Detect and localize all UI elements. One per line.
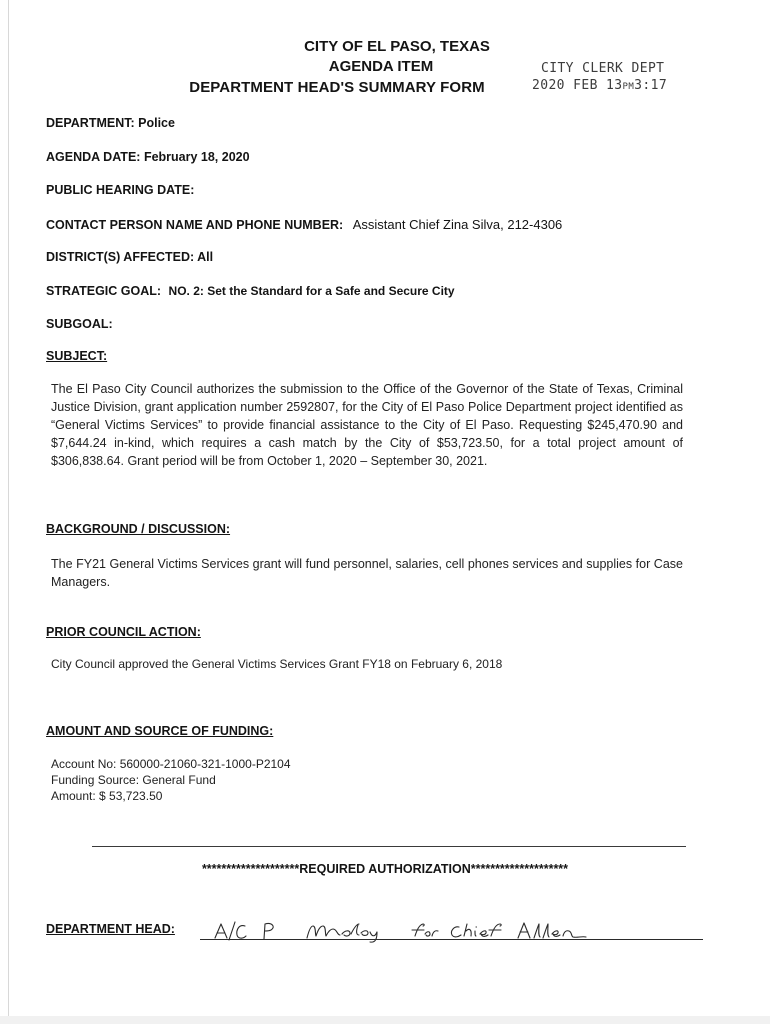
districts-value: All <box>197 250 214 264</box>
department-row <box>46 116 175 130</box>
prior-action-heading: PRIOR COUNCIL ACTION: <box>46 625 201 639</box>
funding-heading: AMOUNT AND SOURCE OF FUNDING: <box>46 724 274 738</box>
funding-source: Funding Source: General Fund <box>51 773 216 787</box>
strategic-goal-row <box>46 284 455 298</box>
funding-amount: Amount: $ 53,723.50 <box>51 789 163 803</box>
agenda-date-row <box>46 150 250 164</box>
public-hearing-label: PUBLIC HEARING DATE: <box>46 183 195 197</box>
contact-label: CONTACT PERSON NAME AND PHONE NUMBER: <box>46 218 344 232</box>
prior-action-text: City Council approved the General Victims Services Grant FY18 on February 6, 2018 <box>51 657 503 671</box>
clerk-stamp-time: 3:17 <box>634 78 668 93</box>
subject-text: The El Paso City Council authorizes the submission to the Office of the Governor of the State of Texas, Criminal Justice Division, grant application number 2592807, for the City of El Paso Police Department project identified as “General Victims Services” to provide financial assistance to the City of El Paso. Requesting $245,470.90 and $7,644.24 in-kind, which requires a cash match by the City of $53,723.50, for a total project amount of $306,838.64. Grant period will be from October 1, 2020 – September 30, 2021. <box>51 382 683 468</box>
districts-label: DISTRICT(S) AFFECTED: <box>46 250 195 264</box>
clerk-stamp-datetime <box>532 78 667 93</box>
background-heading: BACKGROUND / DISCUSSION: <box>46 522 231 536</box>
header-city: CITY OF EL PASO, TEXAS <box>304 38 490 55</box>
background-text: The FY21 General Victims Services grant will fund personnel, salaries, cell phones services and supplies for Case Managers. <box>51 557 683 589</box>
required-authorization-banner: ********************REQUIRED AUTHORIZATION******************** <box>201 862 569 876</box>
subgoal-label: SUBGOAL: <box>46 317 113 331</box>
public-hearing-row <box>46 183 194 197</box>
section-divider <box>92 846 686 847</box>
clerk-stamp-pm: PM <box>622 82 635 92</box>
contact-value: Assistant Chief Zina Silva, 212-4306 <box>352 217 563 232</box>
department-label: DEPARTMENT: <box>46 116 135 130</box>
department-value: Police <box>138 116 175 130</box>
department-head-label: DEPARTMENT HEAD: <box>46 922 175 936</box>
strategic-goal-value: NO. 2: Set the Standard for a Safe and Secure City <box>168 284 455 298</box>
strategic-goal-label: STRATEGIC GOAL: <box>46 284 162 298</box>
districts-row <box>46 250 213 264</box>
header-form-title-text: DEPARTMENT HEAD'S SUMMARY FORM <box>189 79 485 96</box>
clerk-stamp-date: 2020 FEB 13 <box>532 78 623 93</box>
subject-heading: SUBJECT: <box>46 349 108 363</box>
contact-row <box>46 217 562 232</box>
subgoal-row <box>46 317 113 331</box>
agenda-date-value: February 18, 2020 <box>143 150 250 164</box>
scan-bottom-edge <box>0 1016 770 1024</box>
funding-account: Account No: 560000-21060-321-1000-P2104 <box>51 757 291 771</box>
handwritten-signature <box>212 918 592 944</box>
clerk-stamp-dept: CITY CLERK DEPT <box>541 61 665 76</box>
agenda-date-label: AGENDA DATE: <box>46 150 141 164</box>
header-agenda-item: AGENDA ITEM <box>328 58 434 75</box>
